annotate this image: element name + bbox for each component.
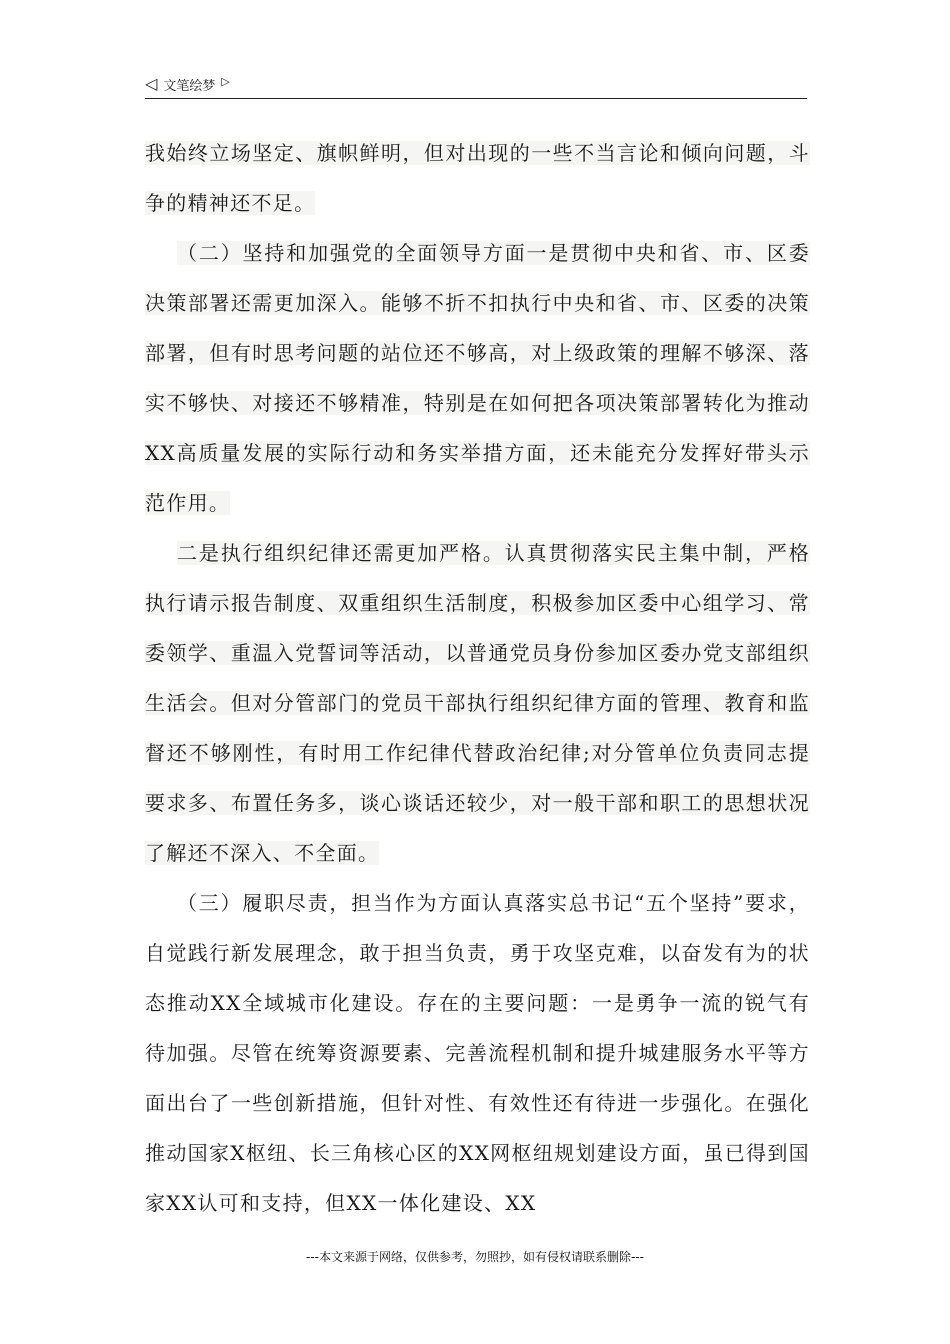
page-header [145, 70, 807, 99]
paragraph-4: （三）履职尽责，担当作为方面认真落实总书记“五个坚持”要求，自觉践行新发展理念，敢于担当负责，勇于攻坚克难，以奋发有为的状态推动XX全域城市化建设。存在的主要问题：一是勇争一流的锐气有待加强。尽管在统筹资源要素、完善流程机制和提升城建服务水平等方面出台了一些创新措施，但针对性、有效性还有待进一步强化。在强化推动国家X枢纽、长三角核心区的XX网枢纽规划建设方面，虽已得到国家XX认可和支持，但XX一体化建设、XX [145, 891, 810, 1215]
page-footer: ---本文来源于网络，仅供参考，勿照抄，如有侵权请联系删除--- [306, 1250, 644, 1264]
paragraph-3: 二是执行组织纪律还需更加严格。认真贯彻落实民主集中制，严格执行请示报告制度、双重组织生活制度，积极参加区委中心组学习、常委领学、重温入党誓词等活动，以普通党员身份参加区委办党支部组织生活会。但对分管部门的党员干部执行组织纪律方面的管理、教育和监督还不够刚性，有时用工作纪律代替政治纪律;对分管单位负责同志提要求多、布置任务多，谈心谈话还较少，对一般干部和职工的思想状况了解还不深入、不全面。 [145, 541, 810, 865]
right-triangle-icon: ▷ [221, 74, 230, 88]
paragraph-1: 我始终立场坚定、旗帜鲜明，但对出现的一些不当言论和倾向问题，斗争的精神还不足。 [145, 141, 810, 215]
document-body [145, 128, 810, 1228]
header-brand: 文笔绘梦 [163, 78, 216, 94]
paragraph-2: （二）坚持和加强党的全面领导方面一是贯彻中央和省、市、区委决策部署还需更加深入。能够不折不扣执行中央和省、市、区委的决策部署，但有时思考问题的站位还不够高，对上级政策的理解不够深、落实不够快、对接还不够精准，特别是在如何把各项决策部署转化为推动XX高质量发展的实际行动和务实举措方面，还未能充分发挥好带头示范作用。 [145, 241, 810, 515]
left-triangle-icon: ◁ [145, 74, 158, 93]
